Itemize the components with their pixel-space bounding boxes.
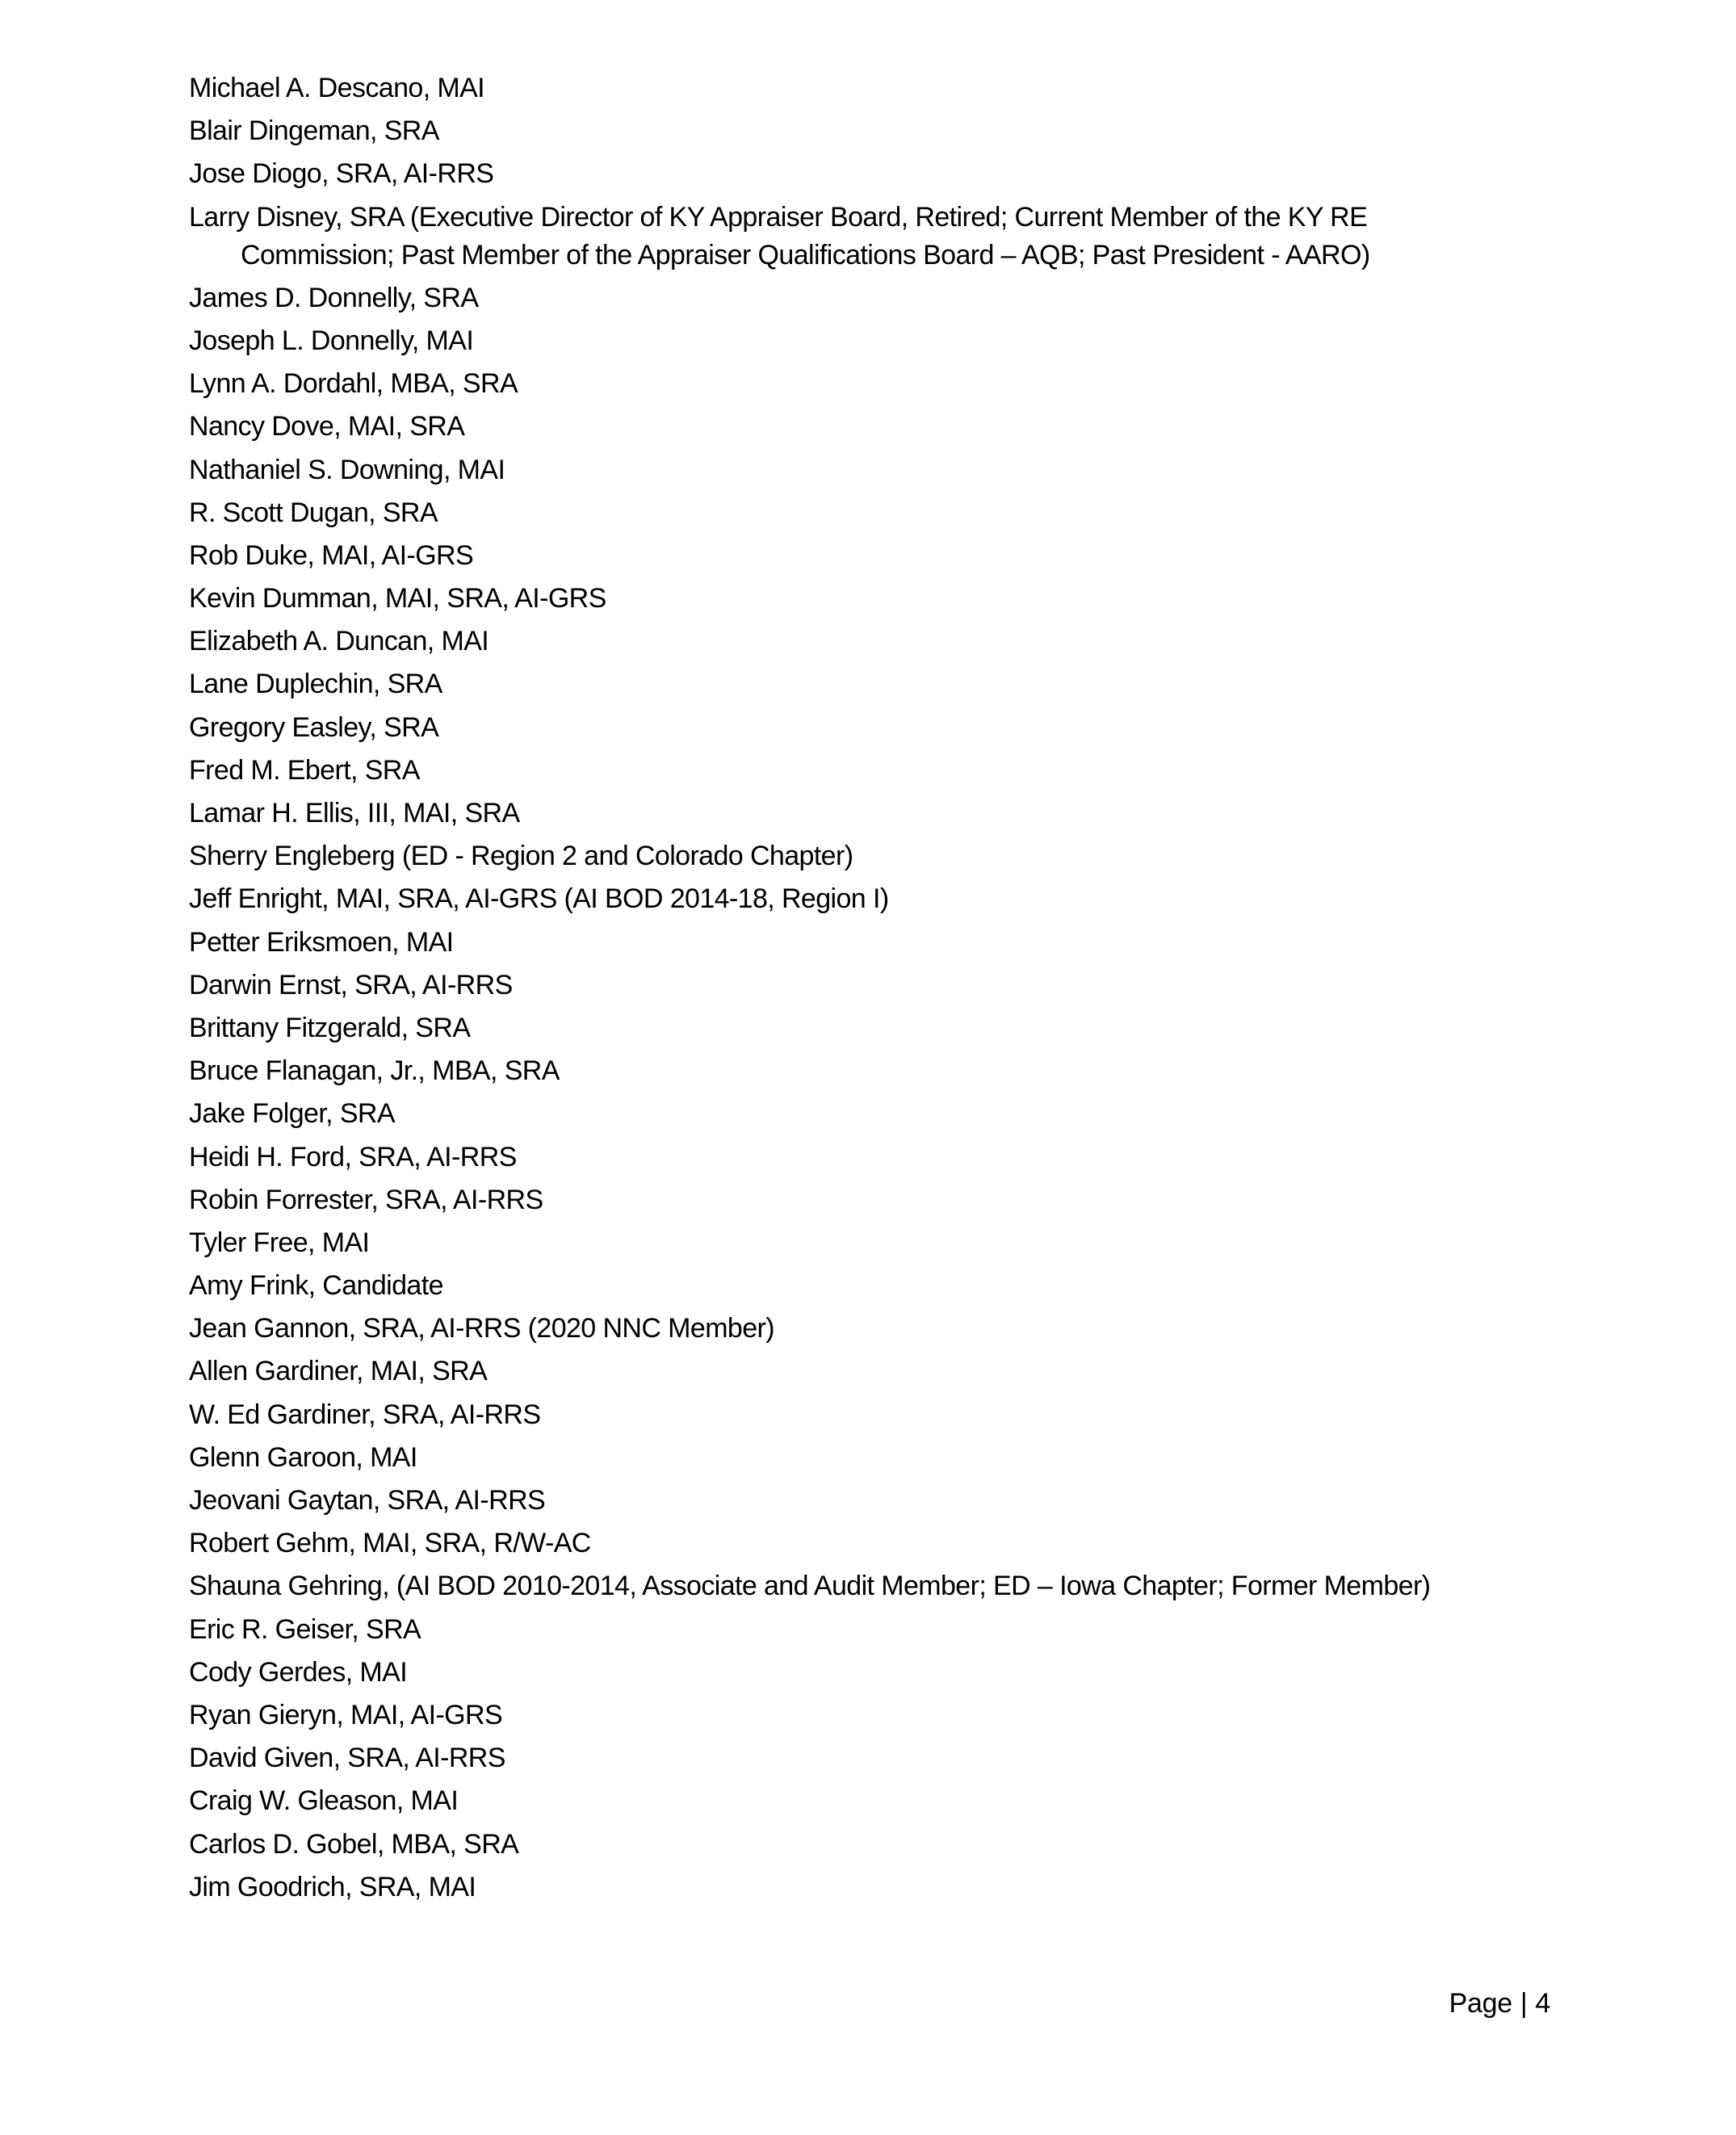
entry-text: Carlos D. Gobel, MBA, SRA (189, 1828, 519, 1860)
list-item (189, 199, 1562, 275)
page-footer (1449, 1985, 1550, 2023)
list-item (189, 69, 1562, 107)
entry-text: Jean Gannon, SRA, AI-RRS (2020 NNC Member) (189, 1313, 774, 1344)
list-item (189, 795, 1562, 833)
list-item (189, 112, 1562, 150)
member-name-list (189, 69, 1562, 1911)
list-item (189, 1267, 1562, 1305)
entry-text: Nathaniel S. Downing, MAI (189, 454, 505, 485)
list-item (189, 155, 1562, 193)
list-item (189, 1826, 1562, 1864)
list-item (189, 580, 1562, 618)
list-item (189, 1782, 1562, 1820)
entry-text: Lynn A. Dordahl, MBA, SRA (189, 368, 518, 400)
entry-text: Darwin Ernst, SRA, AI-RRS (189, 969, 513, 1000)
list-item (189, 709, 1562, 747)
entry-text: Robert Gehm, MAI, SRA, R/W-AC (189, 1528, 591, 1559)
list-item (189, 623, 1562, 661)
entry-text: Brittany Fitzgerald, SRA (189, 1012, 471, 1043)
entry-text: Ryan Gieryn, MAI, AI-GRS (189, 1699, 503, 1730)
entry-text: James D. Donnelly, SRA (189, 282, 479, 313)
entry-text: Blair Dingeman, SRA (189, 115, 439, 147)
page-label: Page (1449, 1988, 1512, 2019)
list-item (189, 1009, 1562, 1047)
entry-text: R. Scott Dugan, SRA (189, 497, 438, 528)
list-item (189, 1567, 1562, 1605)
entry-text: Rob Duke, MAI, AI-GRS (189, 539, 474, 571)
list-item (189, 924, 1562, 962)
entry-text: Petter Eriksmoen, MAI (189, 926, 454, 958)
entry-text: Michael A. Descano, MAI (189, 73, 485, 103)
list-item (189, 1697, 1562, 1734)
list-item (189, 1224, 1562, 1262)
entry-text: Fred M. Ebert, SRA (189, 754, 420, 786)
entry-text: Gregory Easley, SRA (189, 711, 439, 743)
list-item (189, 967, 1562, 1005)
entry-text: Tyler Free, MAI (189, 1227, 370, 1258)
list-item (189, 837, 1562, 875)
list-item (189, 1181, 1562, 1219)
entry-text: Cody Gerdes, MAI (189, 1656, 408, 1688)
list-item (189, 1310, 1562, 1348)
page-number: 4 (1535, 1988, 1550, 2019)
entry-text: Allen Gardiner, MAI, SRA (189, 1356, 488, 1387)
list-item (189, 494, 1562, 532)
entry-text: Eric R. Geiser, SRA (189, 1613, 421, 1645)
list-item (189, 1525, 1562, 1562)
list-item (189, 1439, 1562, 1477)
list-item (189, 279, 1562, 317)
entry-text: Larry Disney, SRA (Executive Director of KY Appraiser Board, Retired; Current Member of the KY RE (189, 201, 1368, 233)
list-item (189, 1739, 1562, 1777)
list-item (189, 1869, 1562, 1906)
list-item (189, 1353, 1562, 1390)
list-item (189, 1611, 1562, 1649)
entry-text: Sherry Engleberg (ED - Region 2 and Colorado Chapter) (189, 841, 853, 872)
list-item (189, 665, 1562, 703)
entry-text: Joseph L. Donnelly, MAI (189, 325, 474, 356)
list-item (189, 408, 1562, 446)
list-item (189, 1396, 1562, 1434)
entry-text: Jim Goodrich, SRA, MAI (189, 1871, 476, 1902)
entry-text: Craig W. Gleason, MAI (189, 1785, 459, 1817)
entry-text: David Given, SRA, AI-RRS (189, 1743, 505, 1774)
list-item (189, 365, 1562, 403)
entry-text: Lamar H. Ellis, III, MAI, SRA (189, 798, 520, 828)
entry-text: Shauna Gehring, (AI BOD 2010-2014, Associate and Audit Member; ED – Iowa Chapter; Former Member) (189, 1571, 1431, 1602)
list-item (189, 1095, 1562, 1133)
list-item (189, 1052, 1562, 1090)
list-item (189, 322, 1562, 360)
entry-text: Glenn Garoon, MAI (189, 1441, 417, 1473)
list-item (189, 1139, 1562, 1177)
entry-text: Jose Diogo, SRA, AI-RRS (189, 158, 494, 190)
entry-text: W. Ed Gardiner, SRA, AI-RRS (189, 1399, 541, 1430)
entry-text: Kevin Dumman, MAI, SRA, AI-GRS (189, 583, 606, 614)
list-item (189, 880, 1562, 918)
entry-text: Elizabeth A. Duncan, MAI (189, 626, 489, 657)
entry-text: Nancy Dove, MAI, SRA (189, 411, 465, 443)
entry-text: Amy Frink, Candidate (189, 1270, 443, 1302)
entry-text: Jake Folger, SRA (189, 1098, 395, 1130)
list-item (189, 1654, 1562, 1692)
list-item (189, 1482, 1562, 1520)
list-item (189, 451, 1562, 489)
entry-text: Jeovani Gaytan, SRA, AI-RRS (189, 1485, 546, 1516)
entry-continuation-text: Commission; Past Member of the Appraiser Qualifications Board – AQB; Past President - AARO) (241, 239, 1370, 271)
entry-text: Lane Duplechin, SRA (189, 669, 442, 700)
page-separator: | (1520, 1988, 1528, 2019)
list-item (189, 537, 1562, 575)
entry-text: Robin Forrester, SRA, AI-RRS (189, 1184, 543, 1215)
entry-text: Heidi H. Ford, SRA, AI-RRS (189, 1141, 517, 1172)
entry-text: Bruce Flanagan, Jr., MBA, SRA (189, 1055, 560, 1087)
entry-text: Jeff Enright, MAI, SRA, AI-GRS (AI BOD 2014-18, Region I) (189, 883, 889, 915)
list-item (189, 752, 1562, 790)
